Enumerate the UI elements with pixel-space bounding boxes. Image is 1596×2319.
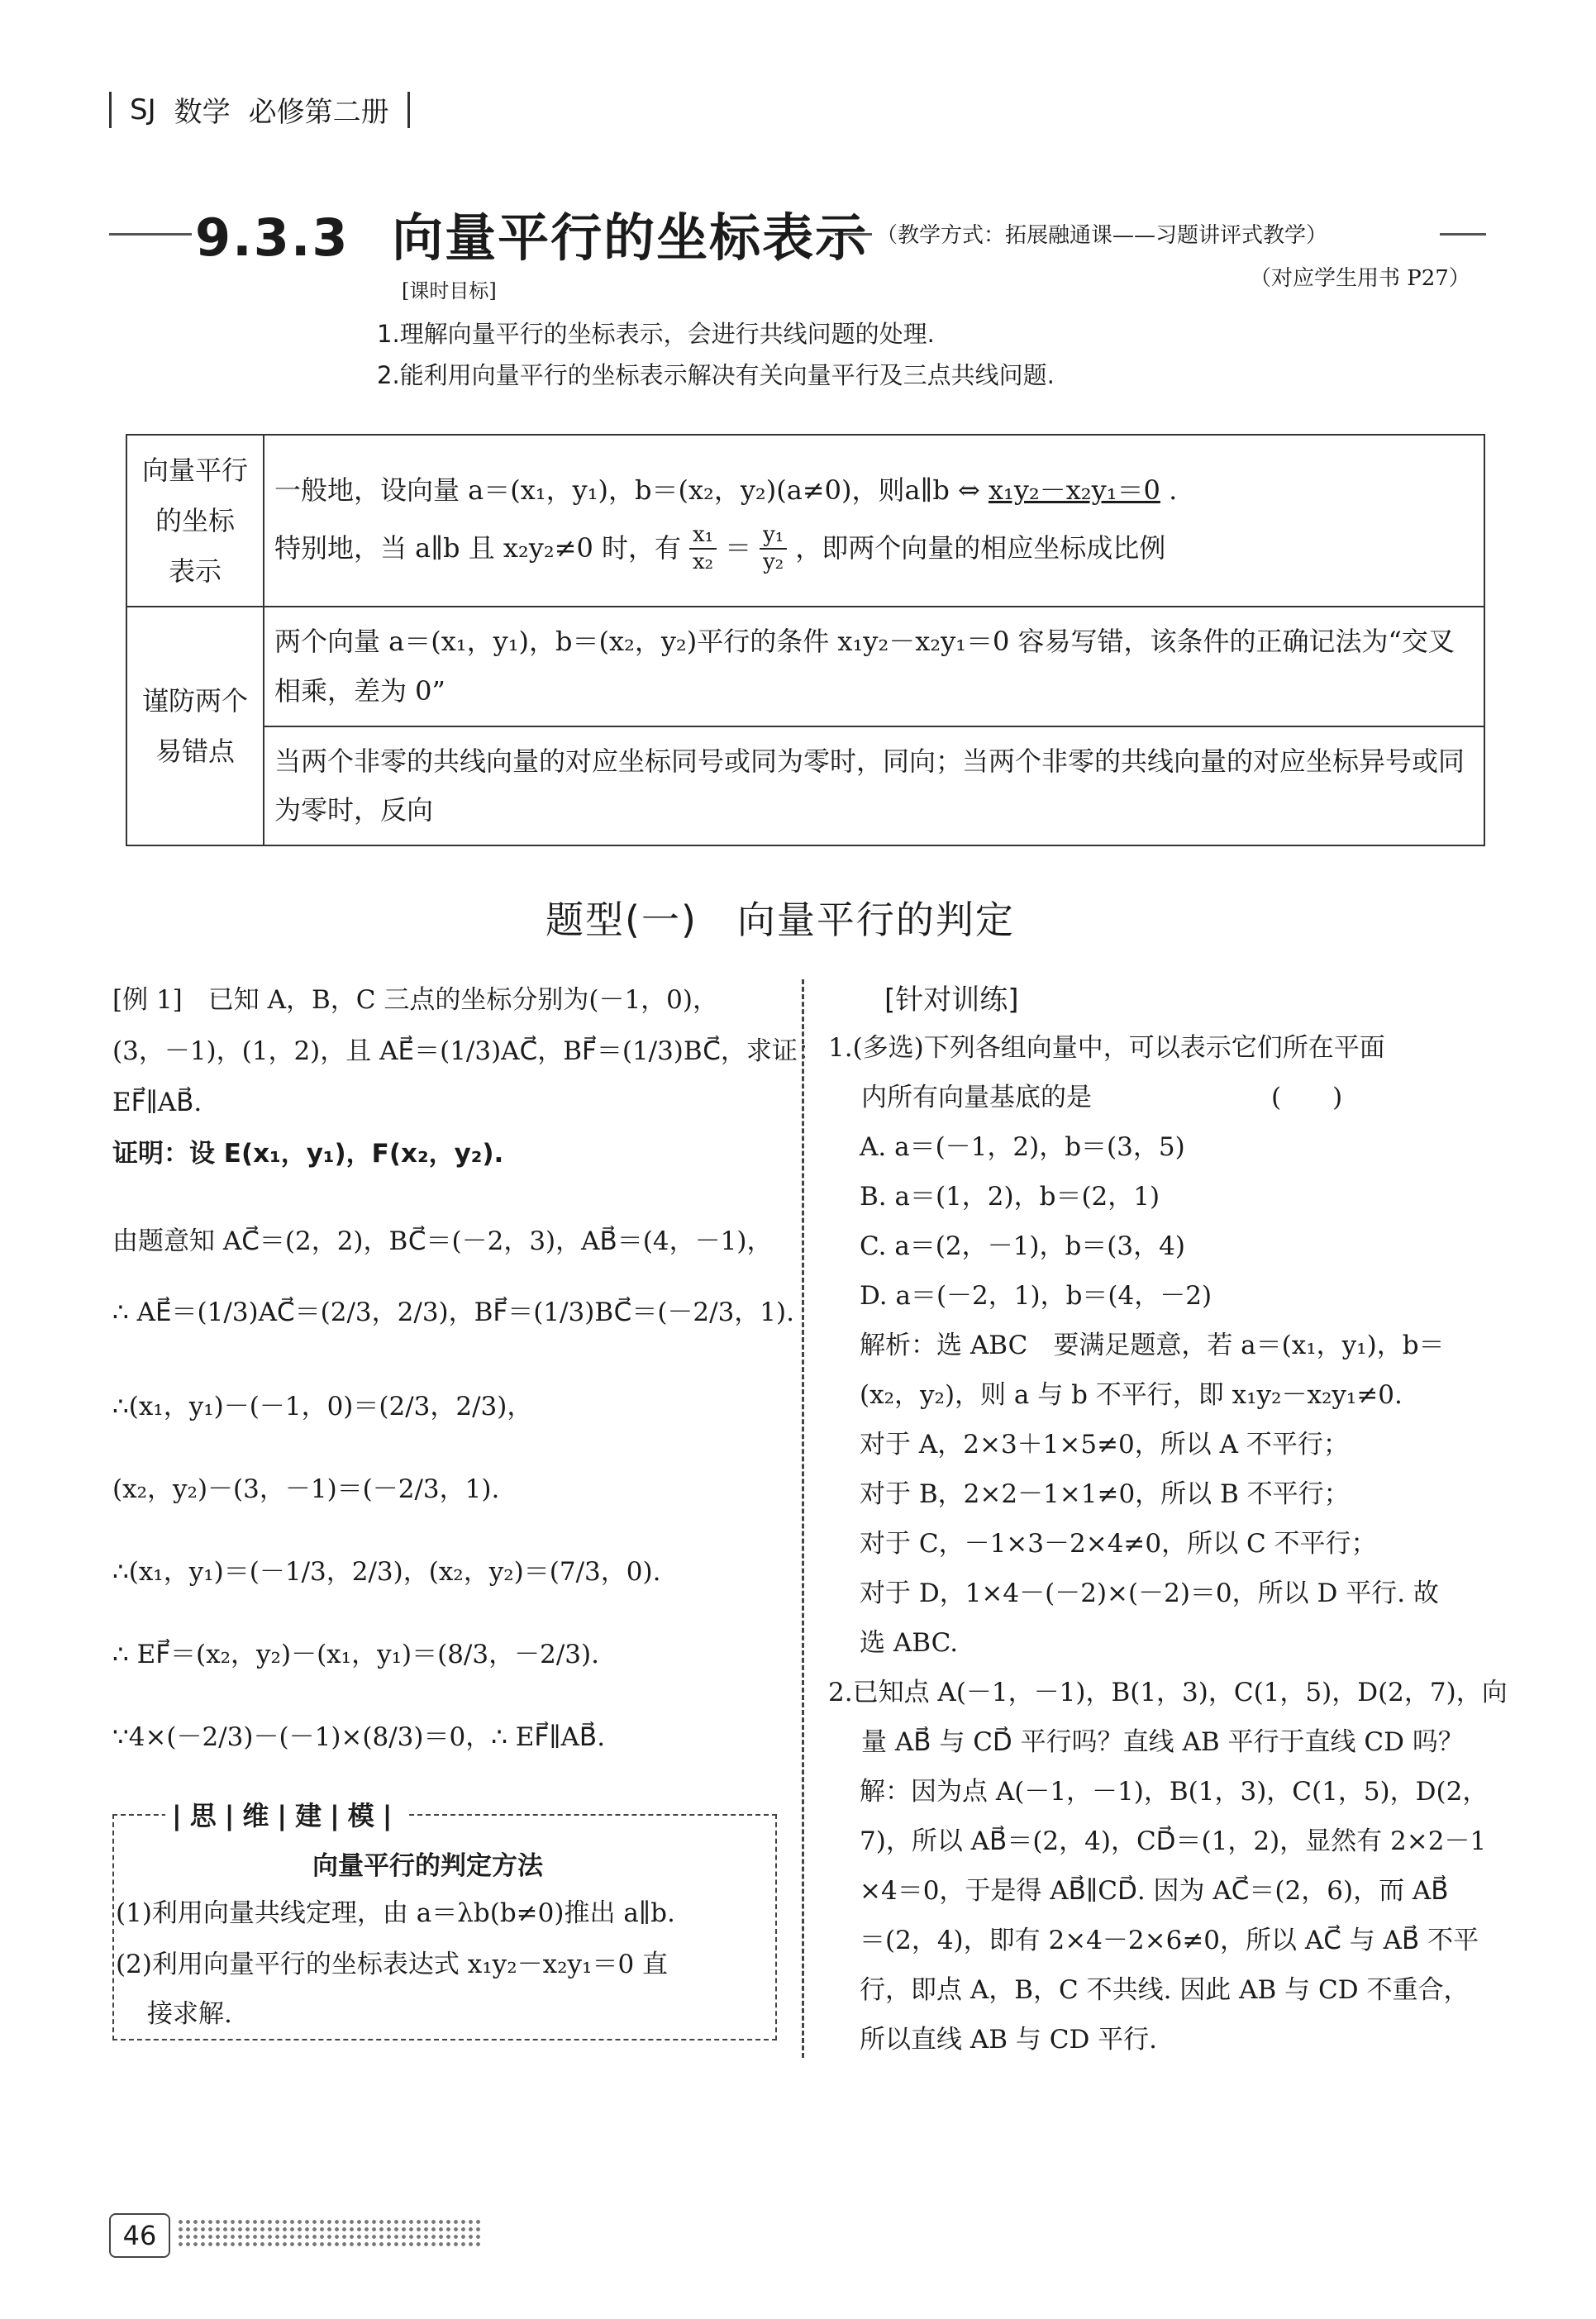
solution-line: ×4＝0，于是得 AB⃗∥CD⃗. 因为 AC⃗＝(2，6)，而 AB⃗ — [860, 1876, 1449, 1906]
solution-line: 解：因为点 A(－1，－1)，B(1，3)，C(1，5)，D(2， — [860, 1777, 1489, 1807]
option-d: D. a＝(－2，1)，b＝(4，－2) — [860, 1281, 1212, 1311]
training-line: 量 AB⃗ 与 CD⃗ 平行吗？直线 AB 平行于直线 CD 吗？ — [861, 1727, 1464, 1757]
row1-line2 — [274, 522, 1474, 575]
training-line: 内所有向量基底的是 ( ) — [861, 1083, 1343, 1112]
example-line: ∴ EF⃗＝(x₂，y₂)－(x₁，y₁)＝(8/3，－2/3). — [112, 1640, 599, 1669]
question-type-heading: 题型(一) 向量平行的判定 — [545, 898, 1015, 942]
column-divider — [802, 979, 804, 2058]
example-line: 由题意知 AC⃗＝(2，2)，BC⃗＝(－2，3)，AB⃗＝(4，－1)， — [112, 1226, 773, 1256]
footer-dot-pattern — [177, 2218, 483, 2250]
think-line: (1)利用向量共线定理，由 a＝λb(b≠0)推出 a∥b. — [116, 1898, 675, 1928]
row1-content — [264, 435, 1484, 607]
example-line: ∵4×(－2/3)－(－1)×(8/3)＝0，∴ EF⃗∥AB⃗. — [112, 1722, 606, 1752]
analysis-line: 对于 A，2×3＋1×5≠0，所以 A 不平行； — [860, 1430, 1349, 1459]
goal-item-1: 1.理解向量平行的坐标表示，会进行共线问题的处理. — [377, 320, 935, 348]
row1-line1-answer: x₁y₂－x₂y₁＝0 — [988, 474, 1160, 507]
fraction-x — [689, 522, 717, 575]
row2-label — [126, 607, 264, 845]
header-bar-right — [407, 92, 410, 128]
think-line: 接求解. — [147, 1999, 232, 2029]
example-line: [例 1] 已知 A，B，C 三点的坐标分别为(－1，0)， — [112, 985, 718, 1015]
row2-label-line1: 谨防两个 — [141, 684, 248, 717]
header-series: SJ — [130, 93, 156, 126]
thinking-model-title: 向量平行的判定方法 — [312, 1851, 543, 1881]
row2-content-a: 两个向量 a＝(x₁，y₁)，b＝(x₂，y₂)平行的条件 x₁y₂－x₂y₁＝0 容易写错，该条件的正确记法为“交叉相乘，差为 0” — [264, 607, 1484, 726]
example-line: (x₂，y₂)－(3，－1)＝(－2/3，1). — [112, 1474, 500, 1504]
row1-line1 — [274, 466, 1474, 515]
analysis-line: 选 ABC. — [860, 1628, 959, 1658]
example-line: ∴ AE⃗＝(1/3)AC⃗＝(2/3，2/3)，BF⃗＝(1/3)BC⃗＝(－2/3，1). — [112, 1298, 794, 1327]
thinking-model-tag: |思|维|建|模| — [165, 1795, 407, 1833]
title-rule-left — [109, 233, 192, 236]
fraction-y — [760, 522, 787, 575]
row2-label-line2: 易错点 — [155, 735, 235, 767]
think-line: (2)利用向量平行的坐标表达式 x₁y₂－x₂y₁＝0 直 — [116, 1950, 669, 1979]
analysis-line: 对于 D，1×4－(－2)×(－2)＝0，所以 D 平行. 故 — [860, 1579, 1439, 1608]
analysis-line: 对于 B，2×2－1×1≠0，所以 B 不平行； — [860, 1479, 1350, 1509]
solution-line: ＝(2，4)，即有 2×4－2×6≠0，所以 AC⃗ 与 AB⃗ 不平 — [860, 1926, 1479, 1955]
row1-line2-pre: 特别地，当 a∥b 且 x₂y₂≠0 时，有 — [274, 532, 681, 564]
info-table — [126, 434, 1485, 846]
page-number: 46 — [109, 2213, 170, 2258]
option-a: A. a＝(－1，2)，b＝(3，5) — [860, 1132, 1185, 1162]
proof-start: 证明：设 E(x₁，y₁)，F(x₂，y₂). — [112, 1139, 504, 1169]
fraction-equals: ＝ — [725, 532, 752, 564]
row2-content-b: 当两个非零的共线向量的对应坐标同号或同为零时，同向；当两个非零的共线向量的对应坐标异号或同为零时，反向 — [264, 726, 1484, 845]
analysis-line: 解析：选 ABC 要满足题意，若 a＝(x₁，y₁)，b＝ — [860, 1331, 1445, 1360]
example-line: (3，－1)，(1，2)，且 AE⃗＝(1/3)AC⃗，BF⃗＝(1/3)BC⃗，求证： — [112, 1036, 823, 1066]
student-book-ref: （对应学生用书 P27） — [1250, 266, 1470, 291]
fraction-y-den: y₂ — [763, 549, 784, 574]
goal-item-2: 2.能利用向量平行的坐标表示解决有关向量平行及三点共线问题. — [377, 361, 1055, 389]
header-book: 必修第二册 — [248, 96, 389, 129]
goals-label: [课时目标] — [402, 279, 497, 302]
fraction-x-num: x₁ — [689, 522, 717, 550]
training-line: 1.(多选)下列各组向量中，可以表示它们所在平面 — [828, 1033, 1385, 1063]
solution-line: 7)，所以 AB⃗＝(2，4)，CD⃗＝(1，2)，显然有 2×2－1 — [860, 1826, 1487, 1856]
fraction-y-num: y₁ — [760, 522, 787, 550]
row1-label-line1: 向量平行 — [141, 455, 248, 486]
option-b: B. a＝(1，2)，b＝(2，1) — [860, 1182, 1160, 1212]
section-title-text: 向量平行的坐标表示 — [392, 207, 869, 268]
row1-line2-post: ，即两个向量的相应坐标成比例 — [795, 532, 1166, 564]
teaching-method: （教学方式：拓展融通课——习题讲评式教学） — [876, 223, 1328, 248]
title-rule-right — [1440, 233, 1486, 236]
example-line: ∴(x₁，y₁)－(－1，0)＝(2/3，2/3)， — [112, 1392, 533, 1421]
example-line: EF⃗∥AB⃗. — [112, 1088, 202, 1117]
training-tag: [针对训练] — [884, 983, 1019, 1017]
row1-label-line3: 表示 — [168, 555, 222, 587]
solution-line: 所以直线 AB 与 CD 平行. — [860, 2025, 1158, 2055]
row1-label — [126, 435, 264, 607]
row1-line1-end: . — [1169, 474, 1178, 507]
running-header — [109, 89, 410, 130]
analysis-line: (x₂，y₂)，则 a 与 b 不平行，即 x₁y₂－x₂y₁≠0. — [860, 1380, 1403, 1410]
training-line: 2.已知点 A(－1，－1)，B(1，3)，C(1，5)，D(2，7)，向 — [828, 1678, 1508, 1707]
row1-line1-text: 一般地，设向量 a＝(x₁，y₁)，b＝(x₂，y₂)(a≠0)，则a∥b ⇔ — [274, 474, 980, 507]
example-line: ∴(x₁，y₁)＝(－1/3，2/3)，(x₂，y₂)＝(7/3，0). — [112, 1557, 661, 1587]
solution-line: 行，即点 A，B，C 不共线. 因此 AB 与 CD 不重合， — [860, 1975, 1470, 2005]
header-bar-left — [109, 92, 112, 128]
fraction-x-den: x₂ — [693, 549, 714, 574]
section-number: 9.3.3 — [195, 207, 350, 268]
analysis-line: 对于 C，－1×3－2×4≠0，所以 C 不平行； — [860, 1529, 1377, 1559]
header-subject: 数学 — [174, 96, 231, 129]
row1-label-line2: 的坐标 — [155, 504, 235, 536]
option-c: C. a＝(2，－1)，b＝(3，4) — [860, 1231, 1185, 1261]
section-title — [195, 197, 868, 270]
